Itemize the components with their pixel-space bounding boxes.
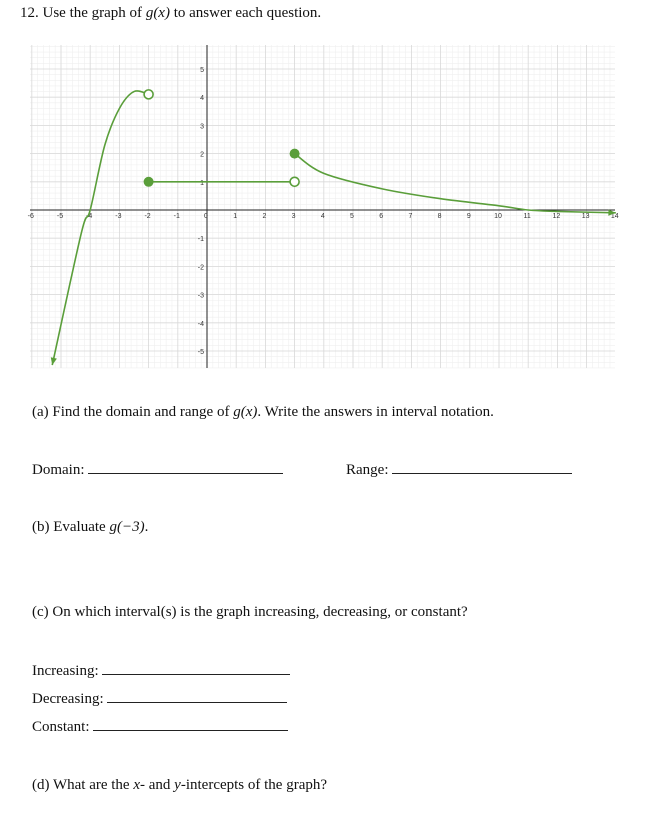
constant-piece-end-open [290,177,299,186]
x-tick-label: 6 [379,213,384,220]
grid-minor-lines [27,45,615,368]
decreasing-line [32,691,287,708]
domain-answer-blank[interactable] [88,472,283,474]
part-d-x-variable: x [133,777,141,793]
constant-label: Constant: [32,719,90,735]
y-tick-label: 2 [200,151,204,159]
constant-answer-blank[interactable] [93,729,288,731]
x-tick-label: -4 [86,213,93,220]
part-b-question [32,519,148,536]
x-tick-label: -2 [144,213,151,220]
constant-line [32,719,288,736]
x-tick-label: 4 [320,213,325,220]
problem-function: g(x) [145,5,170,21]
x-tick-label: -6 [27,213,34,220]
part-b-expression: g(−3) [109,519,145,535]
decreasing-piece-curve [295,154,616,213]
y-tick-label: 4 [200,95,204,103]
x-tick-label: 9 [466,213,471,220]
x-tick-label: 3 [291,213,296,220]
x-tick-label: -1 [173,213,180,220]
problem-text-after: to answer each question. [173,5,322,21]
x-tick-label: 11 [523,213,531,220]
part-a-label: (a) Find the domain and range of [32,404,230,420]
part-d-y-variable: y [174,777,181,793]
y-tick-label: -5 [197,349,204,356]
x-tick-label: 8 [437,213,442,220]
decreasing-label: Decreasing: [32,691,104,707]
part-a-question [32,404,494,421]
range-label: Range: [346,462,389,478]
part-b-label: (b) Evaluate [32,519,106,535]
problem-text-before: Use the graph of [42,5,143,21]
graph-of-g [0,0,645,380]
increasing-line [32,663,290,680]
part-a-function: g(x) [233,404,258,420]
y-tick-label: 5 [200,67,204,74]
tick-labels [28,67,619,356]
decreasing-piece-start-closed [290,149,300,159]
part-d-text-after: -intercepts of the graph? [180,777,328,793]
constant-piece-start-closed [144,177,154,187]
decreasing-answer-blank[interactable] [107,701,287,703]
y-tick-label: 3 [200,123,204,131]
y-tick-label: -3 [197,292,204,300]
range-answer-blank[interactable] [392,472,572,474]
x-tick-label: 13 [581,213,590,220]
part-d-text-mid: - and [140,777,171,793]
part-d-question [32,777,327,794]
part-d-text-before: (d) What are the [32,777,130,793]
y-tick-label: -2 [197,264,204,272]
problem-statement [20,5,321,22]
range-line [346,462,572,479]
x-tick-label: 1 [233,213,238,220]
x-tick-label: 12 [552,213,561,220]
x-tick-label: 7 [408,213,413,220]
x-tick-label: 10 [494,213,502,220]
grid-major-lines [27,45,615,368]
problem-number: 12. [20,5,39,21]
x-tick-label: 0 [204,213,208,220]
increasing-answer-blank[interactable] [102,673,290,675]
y-tick-label: 1 [200,179,204,187]
domain-label: Domain: [32,462,85,478]
increasing-label: Increasing: [32,663,99,679]
axes [27,45,615,368]
x-tick-label: -5 [56,213,64,220]
part-b-end: . [144,519,149,535]
y-tick-label: -1 [197,236,204,244]
part-a-text-after: . Write the answers in interval notation. [257,404,494,420]
x-tick-label: 2 [262,213,267,220]
x-tick-label: -3 [115,213,122,220]
rising-piece-end-open [144,90,153,99]
part-c-question: (c) On which interval(s) is the graph increasing, decreasing, or constant? [32,604,468,620]
domain-line [32,462,283,479]
y-tick-label: -4 [197,320,204,328]
x-tick-label: 5 [350,213,354,220]
x-tick-label: 14 [610,213,619,220]
